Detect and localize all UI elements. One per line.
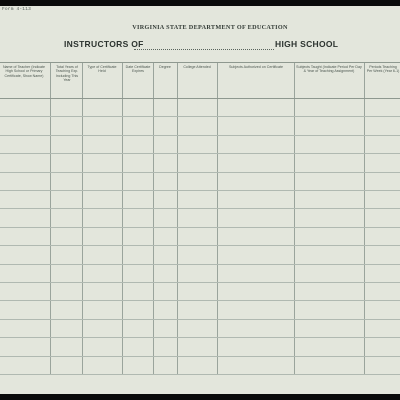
department-title: VIRGINIA STATE DEPARTMENT OF EDUCATION bbox=[132, 24, 288, 31]
table-row-rule bbox=[0, 300, 400, 301]
school-name-blank bbox=[134, 49, 274, 50]
column-header-certificate-type: Type of Certificate Held bbox=[87, 65, 117, 74]
column-header-periods-per-week: Periods Teaching Per Week (Year 6-1) bbox=[366, 65, 400, 74]
column-header-college: College Attended bbox=[183, 65, 211, 69]
column-header-certificate-expires: Date Certificate Expires bbox=[125, 65, 151, 74]
column-rule bbox=[50, 62, 51, 374]
header-bottom-rule bbox=[0, 98, 400, 99]
table-top-rule bbox=[0, 62, 400, 63]
table-row-rule bbox=[0, 374, 400, 375]
table-row-rule bbox=[0, 356, 400, 357]
table-row-rule bbox=[0, 172, 400, 173]
form-sheet bbox=[0, 6, 400, 394]
table-row-rule bbox=[0, 153, 400, 154]
table-row-rule bbox=[0, 208, 400, 209]
column-rule bbox=[177, 62, 178, 374]
table-row-rule bbox=[0, 264, 400, 265]
form-table bbox=[0, 62, 400, 374]
table-row-rule bbox=[0, 190, 400, 191]
column-rule bbox=[294, 62, 295, 374]
table-row-rule bbox=[0, 282, 400, 283]
column-rule bbox=[364, 62, 365, 374]
column-header-degree: Degree bbox=[159, 65, 171, 69]
subtitle-instructors-of: INSTRUCTORS OF bbox=[64, 39, 144, 49]
column-header-subjects-taught: Subjects Taught (Indicate Period Per Day & Year of Teaching Assignment) bbox=[296, 65, 362, 74]
table-row-rule bbox=[0, 135, 400, 136]
column-header-years-teaching: Total Years of Teaching Exp. Including This Year bbox=[55, 65, 79, 83]
column-header-teacher-name: Name of Teacher (Indicate High School or Primary Certificate, Show Name) bbox=[2, 65, 46, 78]
column-rule bbox=[153, 62, 154, 374]
form-code: Form 4-113 bbox=[2, 7, 32, 12]
column-rule bbox=[82, 62, 83, 374]
table-row-rule bbox=[0, 319, 400, 320]
column-rule bbox=[122, 62, 123, 374]
table-row-rule bbox=[0, 245, 400, 246]
table-row-rule bbox=[0, 116, 400, 117]
table-row-rule bbox=[0, 227, 400, 228]
column-rule bbox=[217, 62, 218, 374]
subtitle-high-school: HIGH SCHOOL bbox=[275, 39, 339, 49]
table-row-rule bbox=[0, 337, 400, 338]
column-header-subjects-authorized: Subjects Authorized on Certificate bbox=[229, 65, 283, 69]
